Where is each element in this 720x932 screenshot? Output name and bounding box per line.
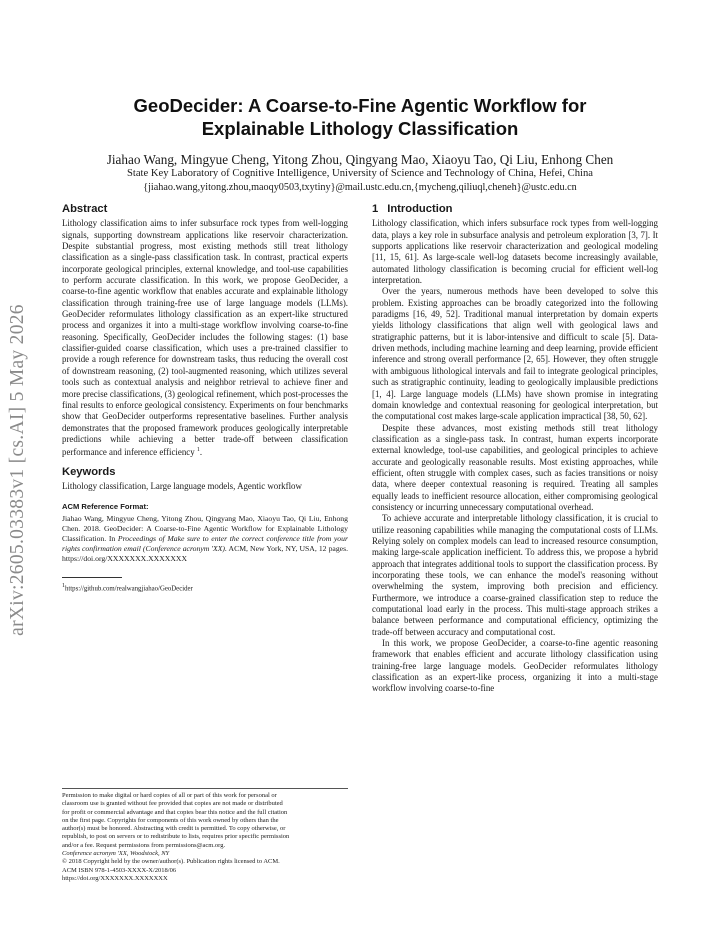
isbn-line: ACM ISBN 978-1-4503-XXXX-X/2018/06 xyxy=(62,866,177,874)
abstract-text xyxy=(62,218,348,458)
affiliation: State Key Laboratory of Cognitive Intelligence, University of Science and Technology of China, Hefei, China xyxy=(127,168,593,179)
acm-reference-heading: ACM Reference Format: xyxy=(62,502,149,512)
title-line-1: GeoDecider: A Coarse-to-Fine Agentic Workflow for xyxy=(133,95,587,116)
footnote-rule xyxy=(62,577,122,578)
permission-line: author(s) must be honored. Abstracting with credit is permitted. To copy otherwise, or xyxy=(62,825,286,833)
footnote-link[interactable]: https://github.com/realwangjiahao/GeoDecider xyxy=(65,584,193,592)
keywords-heading: Keywords xyxy=(62,465,116,478)
copyright-line: © 2018 Copyright held by the owner/author(s). Publication rights licensed to ACM. xyxy=(62,858,280,866)
left-column xyxy=(62,204,348,594)
section-number: 1 xyxy=(372,203,379,215)
permission-line: classroom use is granted without fee provided that copies are not made or distributed xyxy=(62,800,283,808)
intro-paragraph-1: Lithology classification, which infers subsurface rock types from well-logging data, plays a key role in subsurface analysis and petroleum exploration [3, 7]. It supports applications like reservoir characterization and geological modeling [11, 15, 61]. As large-scale well-log datasets become increasingly available, automated lithology classification is becoming crucial for efficient well-log interpretation. xyxy=(372,218,658,286)
acm-reference-text xyxy=(62,514,348,564)
permission-line: on the first page. Copyrights for components of this work owned by others than the xyxy=(62,816,279,824)
author-list: Jiahao Wang, Mingyue Cheng, Yitong Zhou, Qingyang Mao, Xiaoyu Tao, Qi Liu, Enhong Chen xyxy=(106,152,614,167)
permission-line: Permission to make digital or hard copies of all or part of this work for personal or xyxy=(62,792,277,799)
section-title: Introduction xyxy=(387,203,453,215)
right-column xyxy=(372,204,658,695)
abstract-heading: Abstract xyxy=(62,203,108,215)
intro-paragraph-5: In this work, we propose GeoDecider, a coarse-to-fine agentic reasoning framework that enables efficient and accurate lithology classification using training-free large language models. GeoDecider reformulates lithology classification as an expert-like process, organizing it into a multi-stage workflow involving coarse-to-fine xyxy=(372,638,658,694)
abstract-footnote-mark: 1 xyxy=(196,447,200,454)
introduction-heading xyxy=(372,204,658,215)
acm-ref-part-b: ACM, New York, NY, USA, 12 pages. https://doi.org/XXXXXXX.XXXXXXX xyxy=(62,543,348,563)
permission-line: republish, to post on servers or to redistribute to lists, requires prior specific permission xyxy=(62,833,290,841)
permission-line: and/or a fee. Request permissions from permissions@acm.org. xyxy=(62,841,226,849)
permission-line: for profit or commercial advantage and that copies bear this notice and the full citation xyxy=(62,808,288,816)
acm-ref-part-a: Jiahao Wang, Mingyue Cheng, Yitong Zhou, Qingyang Mao, Xiaoyu Tao, Qi Liu, Enhong Chen. 2018. GeoDecider: A Coarse-to-Fine Agentic Workflow for Explainable Lithology Classification. In xyxy=(62,513,348,543)
conference-text: Conference acronym 'XX, Woodstock, NY xyxy=(62,850,170,858)
arxiv-id-text: arXiv:2605.03383v1 [cs.AI] 5 May 2026 xyxy=(7,304,28,636)
keywords-text: Lithology classification, Large language models, Agentic workflow xyxy=(62,480,302,491)
doi-line[interactable]: https://doi.org/XXXXXXX.XXXXXXX xyxy=(62,874,168,882)
permission-block xyxy=(62,788,348,883)
footnote xyxy=(62,581,348,595)
conference-line xyxy=(62,850,348,858)
intro-paragraph-2: Over the years, numerous methods have been developed to solve this problem. Existing approaches can be broadly categorized into the following paradigms [16, 49, 52]. Traditional manual interpretation by domain experts yields lithology classifications that align well with geological laws and stratigraphic patterns, but it is labor-intensive and difficult to scale [5]. Data-driven methods, including machine learning and deep learning, provide efficient inference and strong overall performance [2, 65]. However, they often struggle with ambiguous lithological intervals and fail to integrate geological principles, such as stratigraphic continuity, leading to geologically implausible predictions [1, 4]. Large language models (LLMs) have shown promise in integrating domain knowledge and contextual reasoning for geological interpretation, but the computational cost makes large-scale application impractical [38, 50, 62]. xyxy=(372,286,658,422)
permission-rule xyxy=(62,788,348,789)
author-emails: {jiahao.wang,yitong.zhou,maoqy0503,txytiny}@mail.ustc.edu.cn,{mycheng,qiliuql,cheneh}@ustc.edu.cn xyxy=(143,182,577,193)
intro-paragraph-3: Despite these advances, most existing methods still treat lithology classification as a single-pass task. In contrast, human experts incorporate external knowledge, tool-use capabilities, and geological principles to achieve accurate and geologically reasonable results. Most existing approaches, while efficient, often struggle with complex cases, such as facies transitions or noisy data, where deeper contextual reasoning is required. Treating all samples equally leads to inefficient resource allocation, either compromising geological consistency or incurring unnecessary computational overhead. xyxy=(372,422,658,512)
footnote-mark: 1 xyxy=(62,582,65,589)
intro-paragraph-4: To achieve accurate and interpretable lithology classification, it is crucial to utilize reasoning capabilities while managing the computational costs of LLMs. Relying solely on complex models can lead to increased resource consumption, making large-scale application inefficient. To address this, we propose a hybrid approach that integrates additional tools to support the classification process. By incorporating these tools, we can enhance the model's reasoning without overwhelming the system, improving both precision and efficiency. Furthermore, we introduce a coarse-grained classification step to reduce the computational load early in the process. This multi-stage approach strikes a balance between performance and computational efficiency, optimizing the trade-off between accuracy and computational cost. xyxy=(372,513,658,637)
paper-title xyxy=(62,94,658,140)
abstract-end: . xyxy=(199,447,203,458)
acm-ref-italic: Proceedings of Make sure to enter the correct conference title from your rights confirmation email (Conference acronym 'XX). xyxy=(62,533,348,553)
title-line-2: Explainable Lithology Classification xyxy=(201,118,519,139)
abstract-body: Lithology classification aims to infer subsurface rock types from well-logging signals, supporting downstream applications like reservoir characterization. Despite substantial progress, most existing methods still treat lithology classification as a single-pass classification task. In contrast, practical experts incorporate geological principles, external knowledge, and tool-use capabilities to perform accurate classification. In this work, we propose GeoDecider, a coarse-to-fine agentic workflow that enables accurate and explainable lithology classification through training-free use of large language models (LLMs). GeoDecider reformulates lithology classification as an expert-like structured process and organizes it into a multi-stage workflow involving coarse-to-fine reasoning. Specifically, GeoDecider includes the following stages: (1) base classifier-guided coarse classification, which uses a pre-trained classifier to provide a rough reference for downstream tasks, thus reducing the overall cost of downstream reasoning, (2) tool-augmented reasoning, which utilizes several tools such as contextual analysis and neighbor retrieval to achieve finer and more precise classifications, (3) geological refinement, which post-processes the final results to enforce geological consistency. Experiments on four benchmarks show that GeoDecider outperforms representative baselines. Further analysis demonstrates that the proposed framework produces geologically interpretable predictions while achieving a better trade-off between classification performance and inference efficiency xyxy=(62,218,348,458)
